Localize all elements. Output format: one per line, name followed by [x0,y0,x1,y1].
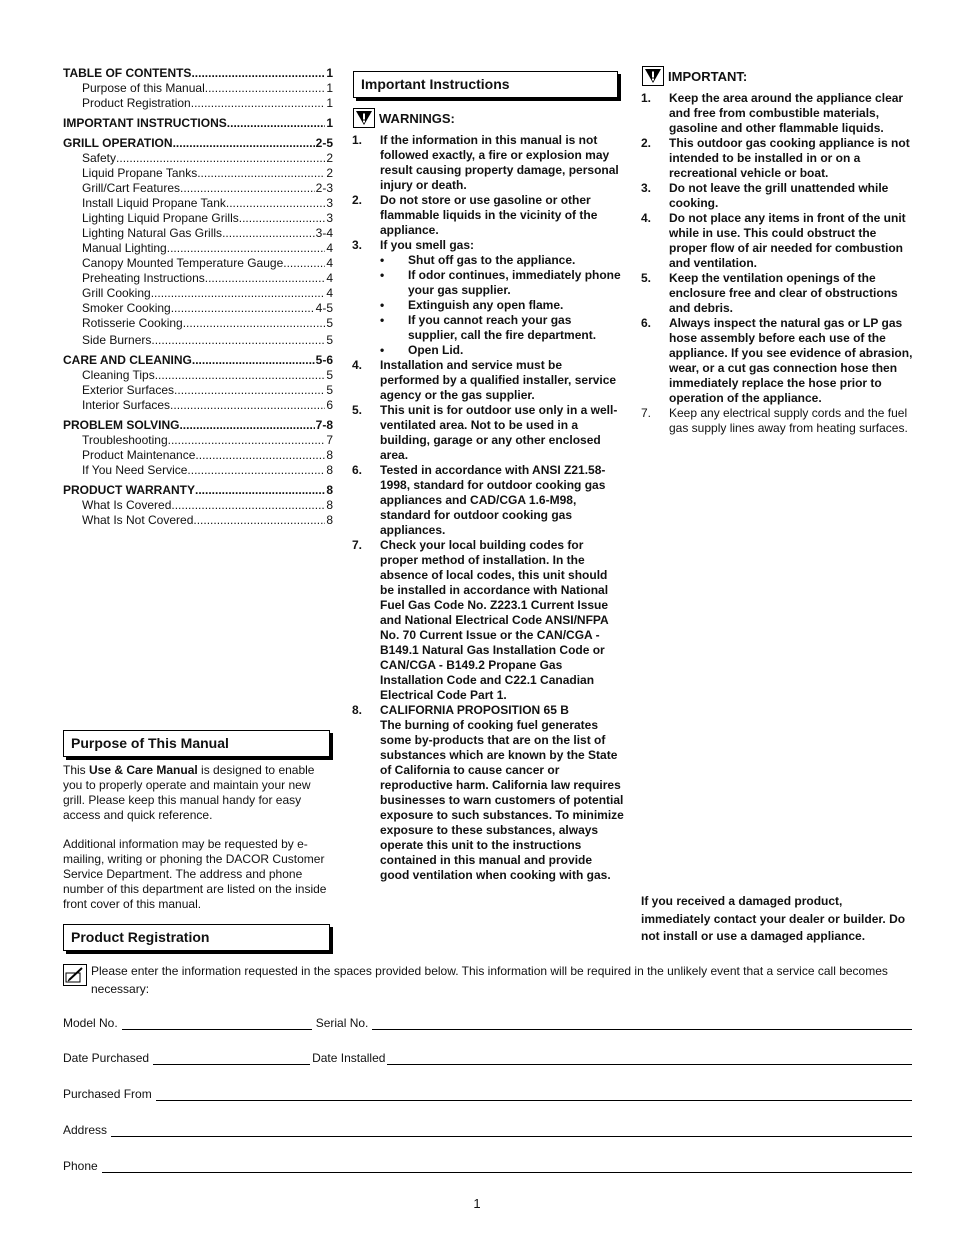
purchased-from-field[interactable] [156,1099,912,1101]
registration-intro: Please enter the information requested in the spaces provided below. This information will be required in the unlikely event that a service call becomes necessary: [91,964,888,996]
warning-item [352,403,624,463]
item-number: 8. [352,703,363,717]
bullet-text: If you cannot reach your gas supplier, call the fire department. [408,313,597,342]
item-text: Do not store or use gasoline or other flammable liquids in the vicinity of the appliance. [380,193,598,237]
toc-leader-dots [170,398,325,413]
model-field[interactable] [122,1028,312,1030]
bullet-marker: • [380,313,385,327]
purpose-paragraph-2: Additional information may be requested by e-mailing, writing or phoning the DACOR Customer Service Department. The address and phone number of this department are listed on the inside front cover of this manual. [63,837,327,911]
toc-entry-title: Lighting Liquid Propane Grills [82,211,239,225]
item-text: Tested in accordance with ANSI Z21.58-1998, standard for outdoor cooking gas appliances and CAD/CGA 1.6-M98, standard for outdoor cooking gas appliances. [380,463,606,537]
item-number: 3. [352,238,363,252]
warning-item [352,463,624,538]
toc-entry-title: Troubleshooting [82,433,168,447]
toc-entry-title: GRILL OPERATION [63,136,173,150]
toc-leader-dots [195,483,325,498]
item-text: CALIFORNIA PROPOSITION 65 B [380,703,569,717]
warning-item [352,133,624,193]
toc-entry [63,96,333,111]
toc-section-heading [63,116,333,131]
product-registration-heading: Product Registration [63,924,330,951]
toc-entry [63,398,333,413]
toc-entry [63,463,333,478]
toc-entry-page: 8 [326,498,333,512]
bullet-item [380,298,624,313]
bullet-marker: • [380,343,385,357]
item-number: 5. [641,271,652,285]
important-item [641,211,913,271]
warnings-heading [353,108,455,128]
toc-entry-page: 4 [326,241,333,255]
toc-leader-dots [283,256,325,271]
toc-entry-page: 8 [326,513,333,527]
phone-row [63,1159,912,1173]
toc-entry-title: IMPORTANT INSTRUCTIONS [63,116,227,130]
toc-entry [63,226,333,241]
toc-leader-dots [195,448,325,463]
model-label: Model No. [63,1016,118,1030]
purpose-text: This Use & Care Manual is designed to enable you to properly operate and maintain your new grill. Please keep this manual handy for easy access and quick reference. Additional information may be requested by e-mailing, writing or phoning the DACOR Customer Service Department. The address and phone number of this department are listed on the inside front cover of this manual. [63,763,333,926]
item-text: Do not leave the grill unattended while cooking. [669,181,889,210]
bullet-text: If odor continues, immediately phone your gas supplier. [408,268,621,297]
toc-entry-page: 2 [326,151,333,165]
purchased-from-row [63,1087,912,1101]
prop65-text: The burning of cooking fuel generates some by-products that are on the list of substances which are known by the State of California to cause cancer or reproductive harm. California law requires businesses to warn customers of potential exposure to such substances. To minimize exposure to these substances, always operate this unit to the instructions contained in this manual and provide good ventilation when cooking with gas. [380,718,624,882]
toc-entry-page: 8 [326,483,333,497]
toc-entry-title: Liquid Propane Tanks [82,166,198,180]
toc-entry-page: 3-4 [315,226,333,240]
date-installed-field[interactable] [387,1063,912,1065]
toc-leader-dots [226,196,325,211]
warning-item [352,358,624,403]
toc-entry-title: If You Need Service [82,463,188,477]
toc-section [63,418,333,478]
toc-entry [63,383,333,398]
item-text: Check your local building codes for proper method of installation. In the absence of local codes, this unit should be installed in accordance with National Fuel Gas Code No. Z223.1 Current Issue and National Electrical Code ANSI/NFPA No. 70 Current Issue or the CAN/CGA - B149.1 Natural Gas Installation Code or CAN/CGA - B149.2 Propane Gas Installation Code and C22.1 Canadian Electrical Code Part 1. [380,538,609,702]
warning-item [352,193,624,238]
toc-entry-title: Lighting Natural Gas Grills [82,226,223,240]
toc-section [63,483,333,528]
warning-icon [353,108,375,128]
important-item [641,271,913,316]
phone-field[interactable] [102,1171,912,1173]
toc-section [63,116,333,131]
toc-section [63,66,333,111]
item-number: 6. [352,463,363,477]
bullet-item [380,253,624,268]
toc-entry-page: 2-3 [315,181,333,195]
item-text: Do not place any items in front of the unit while in use. This could obstruct the proper flow of air needed for combustion and ventilation. [669,211,906,270]
toc-leader-dots [192,353,315,368]
important-item [641,406,913,436]
purchased-from-label: Purchased From [63,1087,152,1101]
item-number: 7. [352,538,363,552]
toc-entry-page: 3 [326,211,333,225]
toc-entry-page: 3 [326,196,333,210]
toc-entry-title: What Is Covered [82,498,172,512]
toc-entry-title: Exterior Surfaces [82,383,175,397]
toc-entry-page: 4 [326,286,333,300]
item-number: 1. [641,91,652,105]
toc-section [63,136,333,348]
important-item [641,316,913,406]
toc-section [63,353,333,413]
toc-entry-page: 5 [326,368,333,382]
item-number: 1. [352,133,363,147]
item-text: Keep the ventilation openings of the enclosure free and clear of obstructions and debris. [669,271,898,315]
item-number: 4. [352,358,363,372]
toc-leader-dots [193,513,325,528]
toc-entry-title: Interior Surfaces [82,398,171,412]
toc-entry [63,368,333,383]
bullet-marker: • [380,253,385,267]
toc-entry-page: 2-5 [315,136,333,150]
toc-entry-title: PRODUCT WARRANTY [63,483,195,497]
serial-field[interactable] [372,1028,912,1030]
warning-item [352,238,624,358]
important-item [641,181,913,211]
toc-section-heading [63,353,333,368]
bullet-marker: • [380,268,385,282]
toc-leader-dots [227,116,326,131]
toc-leader-dots [171,498,325,513]
toc-leader-dots [205,81,326,96]
toc-entry-page: 5 [326,316,333,330]
bullet-text: Open Lid. [408,343,464,357]
toc-entry-title: PROBLEM SOLVING [63,418,180,432]
item-number: 4. [641,211,652,225]
important-instructions-heading: Important Instructions [353,71,618,98]
toc-entry-page: 8 [326,463,333,477]
toc-entry-page: 5 [326,333,333,347]
toc-entry-title: Manual Lighting [82,241,167,255]
warnings-list [352,133,624,883]
toc-entry [63,81,333,96]
gas-smell-steps [380,253,624,358]
toc-entry [63,513,333,528]
toc-entry [63,181,333,196]
toc-entry-title: Smoker Cooking [82,301,171,315]
important-heading [642,66,747,86]
dates-row [63,1051,912,1065]
page-number: 1 [473,1196,481,1211]
toc-entry-title: Rotisserie Cooking [82,316,183,330]
toc-leader-dots [239,211,326,226]
toc-leader-dots [171,301,315,316]
toc-entry-title: Canopy Mounted Temperature Gauge [82,256,284,270]
address-field[interactable] [111,1135,912,1137]
purpose-heading: Purpose of This Manual [63,730,330,757]
table-of-contents [63,66,333,528]
toc-entry-page: 5-6 [315,353,333,367]
toc-section-heading [63,66,333,81]
item-text: Installation and service must be performed by a qualified installer, service agency or the gas supplier. [380,358,617,402]
toc-entry-title: Preheating Instructions [82,271,205,285]
toc-leader-dots [174,383,325,398]
toc-entry-page: 1 [326,66,333,80]
warning-item [352,703,624,883]
address-label: Address [63,1123,108,1137]
damaged-product-notice: If you received a damaged product, immediately contact your dealer or builder. Do not install or use a damaged appliance. [641,894,906,943]
toc-entry [63,316,333,331]
toc-entry-page: 7-8 [315,418,333,432]
toc-entry [63,333,333,348]
bullet-item [380,268,624,298]
toc-leader-dots [187,463,325,478]
toc-entry [63,286,333,301]
toc-entry-page: 4 [326,271,333,285]
important-list [641,91,913,436]
toc-entry-page: 4-5 [315,301,333,315]
bullet-text: Shut off gas to the appliance. [408,253,576,267]
toc-entry-title: Purpose of this Manual [82,81,205,95]
toc-entry [63,166,333,181]
item-text: Keep any electrical supply cords and the fuel gas supply lines away from heating surfaces. [669,406,908,435]
toc-leader-dots [205,271,326,286]
toc-entry [63,271,333,286]
item-text: This unit is for outdoor use only in a well-ventilated area. Not to be used in a building, garage or any other enclosed area. [380,403,618,462]
item-text: This outdoor gas cooking appliance is not intended to be installed in or on a recreational vehicle or boat. [669,136,910,180]
toc-leader-dots [197,166,325,181]
toc-leader-dots [155,368,326,383]
toc-entry-page: 1 [326,96,333,110]
toc-leader-dots [191,96,326,111]
toc-entry [63,241,333,256]
toc-entry [63,433,333,448]
toc-leader-dots [191,66,325,81]
toc-entry-page: 1 [326,116,333,130]
serial-label: Serial No. [315,1016,369,1030]
toc-entry-title: Product Maintenance [82,448,196,462]
toc-leader-dots [183,316,326,331]
toc-entry [63,498,333,513]
toc-entry [63,211,333,226]
important-item [641,91,913,136]
toc-entry-page: 2 [326,166,333,180]
toc-entry-page: 4 [326,256,333,270]
toc-entry-title: Safety [82,151,117,165]
toc-leader-dots [151,286,326,301]
date-purchased-label: Date Purchased [63,1051,150,1065]
item-number: 5. [352,403,363,417]
item-number: 6. [641,316,652,330]
toc-entry [63,301,333,316]
bullet-item [380,343,624,358]
toc-entry-page: 5 [326,383,333,397]
toc-leader-dots [151,333,325,348]
pencil-note-icon [63,964,87,986]
warning-icon [642,66,664,86]
toc-entry-title: Install Liquid Propane Tank [82,196,226,210]
toc-leader-dots [180,181,315,196]
item-text: If the information in this manual is not followed exactly, a fire or explosion may result causing property damage, personal injury or death. [380,133,619,192]
bullet-marker: • [380,298,385,312]
item-text: If you smell gas: [380,238,475,252]
item-number: 2. [352,193,363,207]
item-number: 3. [641,181,652,195]
item-text: Keep the area around the appliance clear and free from combustible materials, gasoline and other flammable liquids. [669,91,904,135]
bullet-text: Extinguish any open flame. [408,298,564,312]
toc-entry [63,448,333,463]
toc-leader-dots [179,418,314,433]
warning-item [352,538,624,703]
warnings-label: WARNINGS: [379,110,455,126]
toc-entry-title: Grill/Cart Features [82,181,181,195]
toc-entry-page: 7 [326,433,333,447]
toc-section-heading [63,136,333,151]
toc-leader-dots [173,136,315,151]
toc-entry-title: TABLE OF CONTENTS [63,66,192,80]
date-installed-label: Date Installed [312,1051,386,1065]
toc-entry [63,151,333,166]
toc-section-heading [63,418,333,433]
address-row [63,1123,912,1137]
toc-leader-dots [168,433,326,448]
toc-entry-title: Product Registration [82,96,191,110]
date-purchased-field[interactable] [153,1063,310,1065]
item-number: 7. [641,406,652,420]
model-serial-row [63,1016,912,1030]
phone-label: Phone [63,1159,98,1173]
toc-entry-title: CARE AND CLEANING [63,353,192,367]
toc-entry-title: Grill Cooking [82,286,151,300]
toc-entry-page: 1 [326,81,333,95]
toc-entry [63,256,333,271]
item-number: 2. [641,136,652,150]
important-item [641,136,913,181]
toc-entry-title: Cleaning Tips [82,368,155,382]
bullet-item [380,313,624,343]
toc-entry-page: 8 [326,448,333,462]
important-label: IMPORTANT: [668,68,748,84]
toc-leader-dots [222,226,315,241]
toc-entry-title: Side Burners [82,333,152,347]
toc-entry-title: What Is Not Covered [82,513,194,527]
item-text: Always inspect the natural gas or LP gas hose assembly before each use of the appliance. If you see evidence of abrasion, wear, or a cut gas connection hose then immediately replace the hose prior to operation of the appliance. [669,316,913,405]
toc-entry [63,196,333,211]
toc-leader-dots [167,241,326,256]
toc-entry-page: 6 [326,398,333,412]
toc-section-heading [63,483,333,498]
toc-leader-dots [116,151,325,166]
